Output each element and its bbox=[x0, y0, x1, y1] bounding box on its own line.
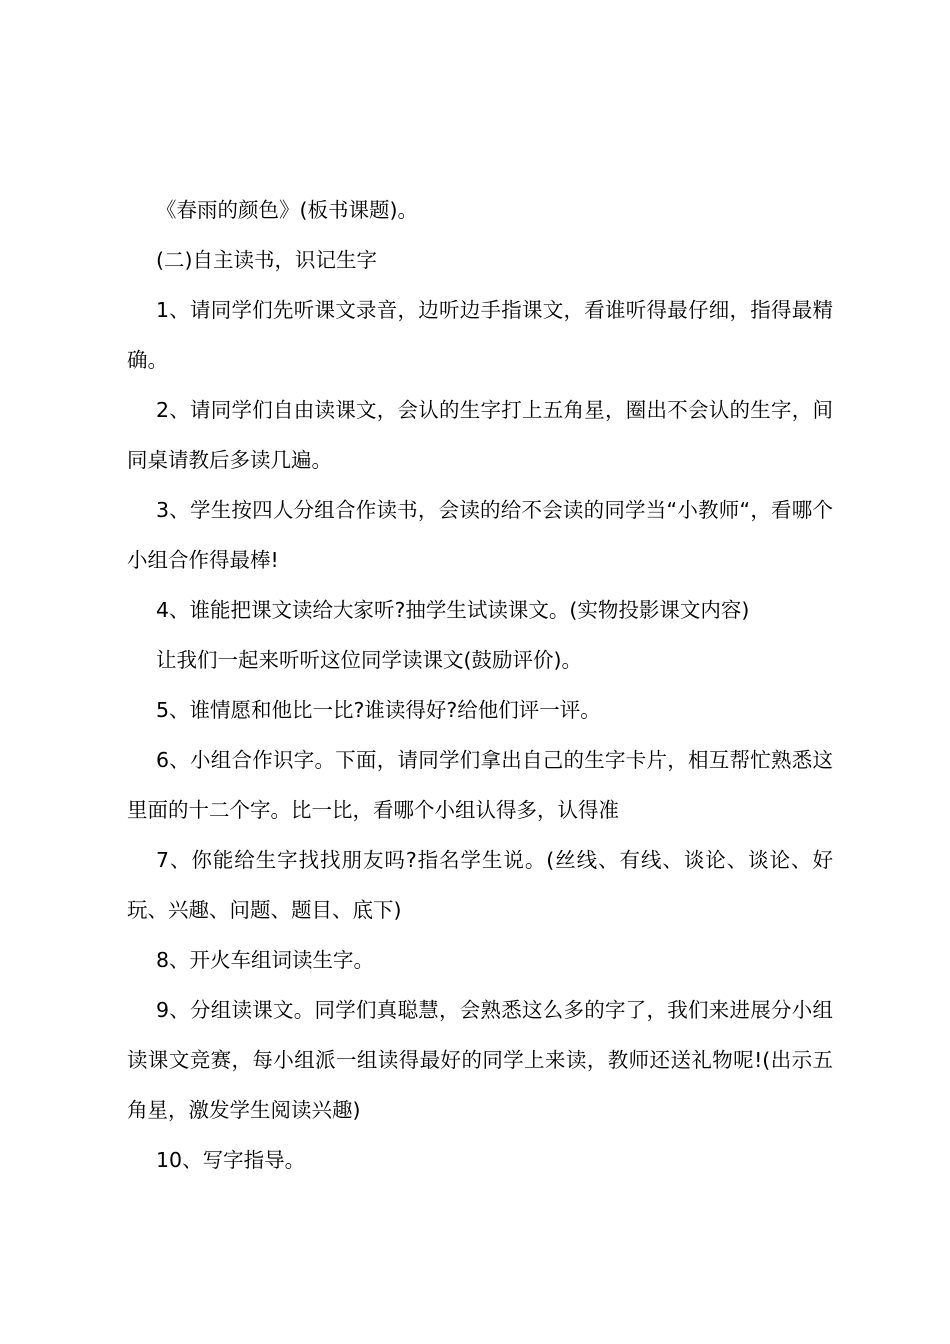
document-body bbox=[127, 185, 833, 1185]
paragraph-step-1: 1、请同学们先听课文录音，边听边手指课文，看谁听得最仔细，指得最精确。 bbox=[127, 298, 833, 372]
paragraph-section-heading: (二)自主读书，识记生字 bbox=[156, 248, 377, 272]
paragraph-step-2: 2、请同学们自由读课文，会认的生字打上五角星，圈出不会认的生字，间同桌请教后多读几遍。 bbox=[127, 398, 833, 472]
paragraph-step-9: 9、分组读课文。同学们真聪慧，会熟悉这么多的字了，我们来进展分小组读课文竞赛，每小组派一组读得最好的同学上来读，教师还送礼物呢!(出示五角星，激发学生阅读兴趣) bbox=[127, 998, 833, 1122]
paragraph-step-7: 7、你能给生字找找朋友吗?指名学生说。(丝线、有线、谈论、谈论、好玩、兴趣、问题、题目、底下) bbox=[127, 848, 833, 922]
paragraph-step-6: 6、小组合作识字。下面，请同学们拿出自己的生字卡片，相互帮忙熟悉这里面的十二个字。比一比，看哪个小组认得多，认得准 bbox=[127, 748, 833, 822]
paragraph-step-3: 3、学生按四人分组合作读书，会读的给不会读的同学当“小教师“，看哪个小组合作得最棒! bbox=[127, 498, 833, 572]
paragraph-step-5: 5、谁情愿和他比一比?谁读得好?给他们评一评。 bbox=[156, 698, 601, 722]
paragraph-step-8: 8、开火车组词读生字。 bbox=[156, 948, 375, 972]
paragraph-step-4-note: 让我们一起来听听这位同学读课文(鼓励评价)。 bbox=[156, 648, 582, 672]
paragraph-title-ref: 《春雨的颜色》(板书课题)。 bbox=[156, 198, 418, 222]
paragraph-step-10: 10、写字指导。 bbox=[156, 1148, 306, 1172]
paragraph-step-4: 4、谁能把课文读给大家听?抽学生试读课文。(实物投影课文内容) bbox=[156, 598, 750, 622]
